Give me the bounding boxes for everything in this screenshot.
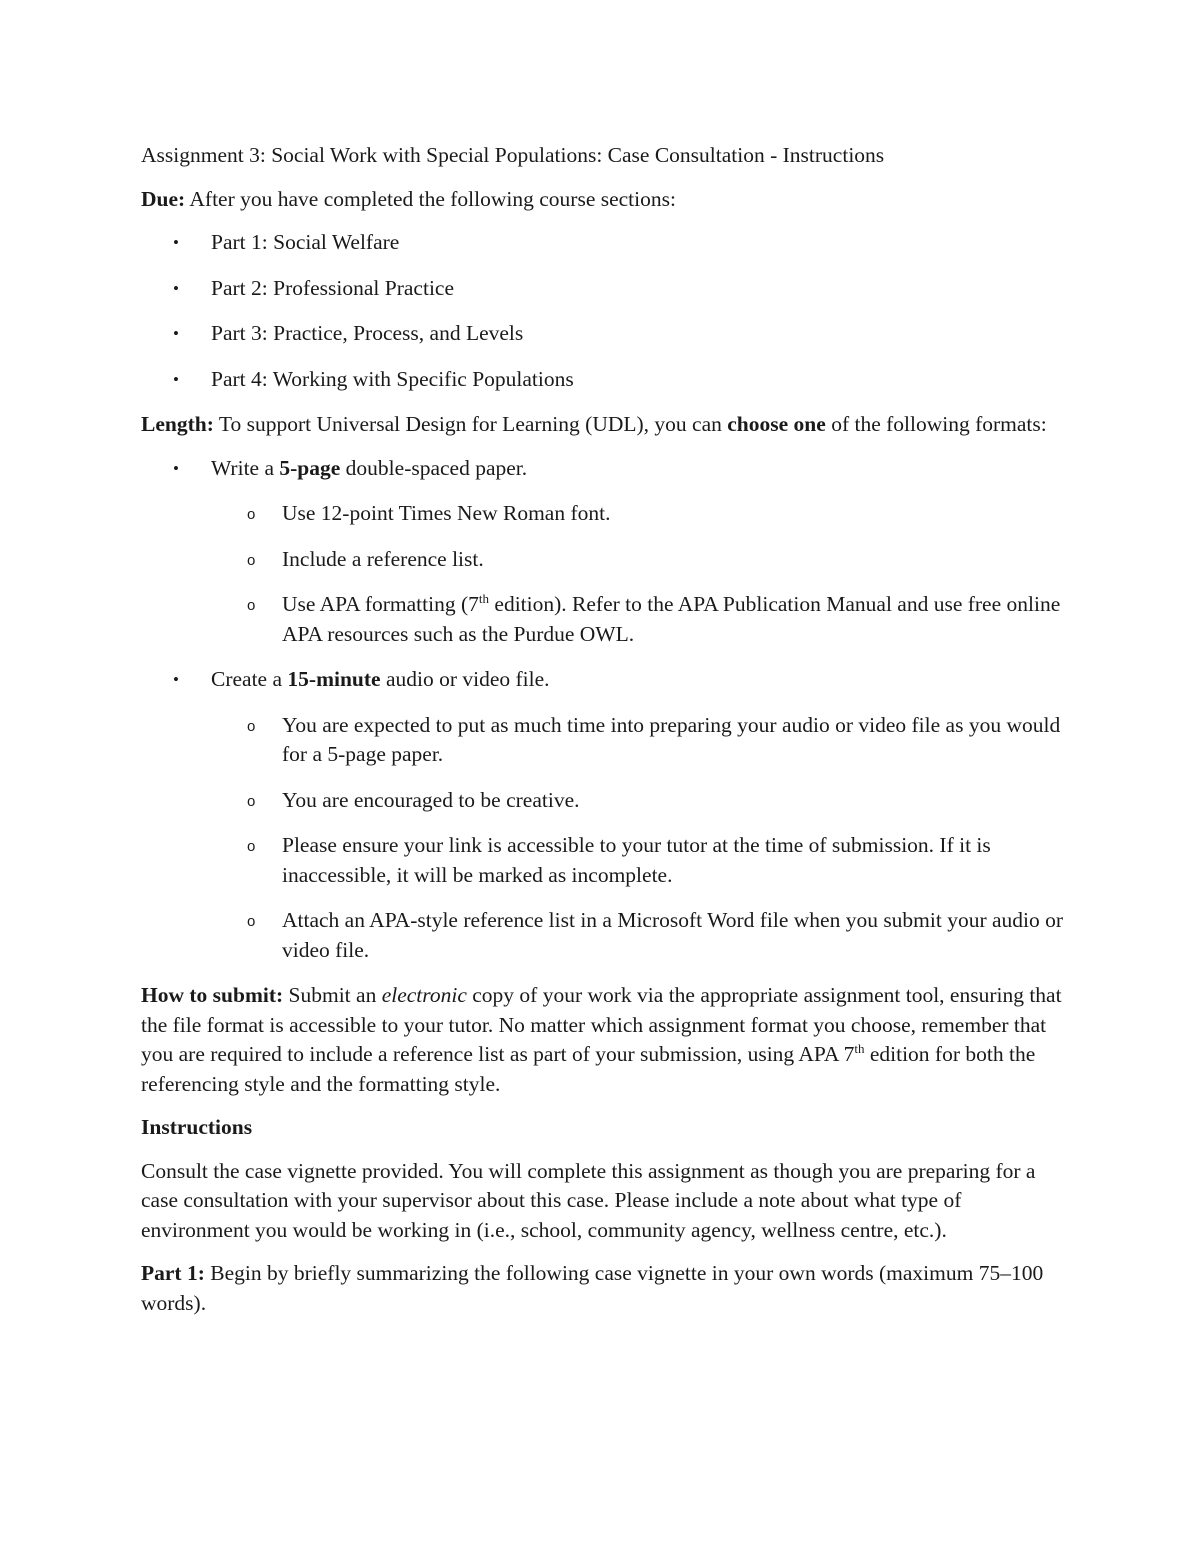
format-options-list (141, 454, 1071, 966)
submit-text: Submit an (283, 983, 382, 1007)
part1-text: Begin by briefly summarizing the following case vignette in your own words (maximum 75–100 words). (141, 1261, 1044, 1315)
document-page (141, 141, 1071, 1332)
sub-list-item (211, 906, 1071, 965)
list-item (141, 274, 1071, 304)
due-paragraph (141, 185, 1071, 215)
bullet-icon: • (173, 278, 179, 298)
superscript: th (478, 591, 490, 606)
sub-list-item (211, 786, 1071, 816)
sub-bullet-icon: o (247, 506, 256, 523)
option-emphasis: 15-minute (287, 667, 381, 691)
paper-requirements-list (211, 499, 1071, 649)
sub-bullet-icon: o (247, 792, 256, 810)
due-text: After you have completed the following course sections: (185, 186, 676, 211)
sub-bullet-icon: o (247, 551, 256, 569)
list-item-text: Part 2: Professional Practice (211, 275, 455, 300)
length-text-end: of the following formats: (825, 412, 1047, 436)
due-label: Due: (141, 186, 186, 211)
sub-bullet-icon: o (247, 838, 256, 855)
sub-list-item-text: You are expected to put as much time into preparing your audio or video file as you would for a 5-page paper. (282, 712, 1061, 766)
part1-label: Part 1: (141, 1261, 205, 1285)
part1-paragraph (141, 1259, 1071, 1318)
sub-list-item-text: You are encouraged to be creative. (282, 787, 580, 812)
option-text-end: double-spaced paper. (340, 455, 528, 480)
list-item (141, 319, 1071, 349)
due-parts-list (141, 228, 1071, 394)
option-paper (141, 454, 1071, 650)
sub-list-item-text: Attach an APA-style reference list in a Microsoft Word file when you submit your audio or video file. (282, 908, 1064, 962)
list-item (141, 228, 1071, 258)
sub-list-item-text-end: edition). Refer to the APA Publication Manual and use free online APA resources such as the Purdue OWL. (282, 592, 1061, 646)
bullet-icon: • (173, 670, 179, 689)
media-requirements-list (211, 711, 1071, 966)
length-emphasis: choose one (727, 412, 826, 436)
instructions-paragraph: Consult the case vignette provided. You will complete this assignment as though you are preparing for a case consultation with your supervisor about this case. Please include a note about what type of environment you would be working in (i.e., school, community agency, wellness centre, etc.). (141, 1158, 1036, 1242)
length-paragraph (141, 410, 1071, 440)
option-media (141, 665, 1071, 965)
list-item-text: Part 1: Social Welfare (211, 230, 400, 254)
sub-list-item (211, 499, 1071, 529)
sub-bullet-icon: o (247, 717, 256, 735)
sub-bullet-icon: o (247, 597, 256, 614)
sub-list-item (211, 590, 1071, 649)
option-text: Create a (211, 667, 288, 691)
length-text: To support Universal Design for Learning (UDL), you can (213, 412, 728, 436)
submit-text-end: edition for both the referencing style and the formatting style. (141, 1042, 1036, 1096)
sub-list-item (211, 711, 1071, 770)
submit-paragraph (141, 981, 1071, 1099)
sub-list-item (211, 831, 1071, 890)
submit-label: How to submit: (141, 983, 284, 1007)
sub-bullet-icon: o (247, 913, 256, 930)
sub-list-item-text: Use 12-point Times New Roman font. (282, 501, 611, 525)
list-item-text: Part 3: Practice, Process, and Levels (211, 321, 524, 345)
length-label: Length: (141, 412, 214, 436)
option-text-end: audio or video file. (380, 667, 550, 691)
option-text: Write a (211, 455, 280, 480)
sub-list-item-text: Use APA formatting (7 (282, 592, 479, 616)
bullet-icon: • (173, 369, 179, 389)
submit-emphasis: electronic (381, 983, 467, 1007)
submit-text-mid: copy of your work via the appropriate assignment tool, ensuring that the file format is accessible to your tutor. No matter which assignment format you choose, remember that you are required to include a reference list as part of your submission, using APA 7 (141, 983, 1062, 1066)
superscript: th (854, 1041, 865, 1056)
list-item-text: Part 4: Working with Specific Populations (211, 366, 574, 391)
bullet-icon: • (173, 233, 179, 252)
sub-list-item-text: Please ensure your link is accessible to your tutor at the time of submission. If it is inaccessible, it will be marked as incomplete. (282, 833, 991, 887)
document-title: Assignment 3: Social Work with Special Populations: Case Consultation - Instructions (141, 143, 885, 167)
bullet-icon: • (173, 458, 179, 478)
sub-list-item (211, 545, 1071, 575)
instructions-heading: Instructions (141, 1115, 253, 1139)
sub-list-item-text: Include a reference list. (282, 546, 484, 571)
option-emphasis: 5-page (279, 455, 341, 480)
bullet-icon: • (173, 324, 179, 343)
list-item (141, 365, 1071, 395)
